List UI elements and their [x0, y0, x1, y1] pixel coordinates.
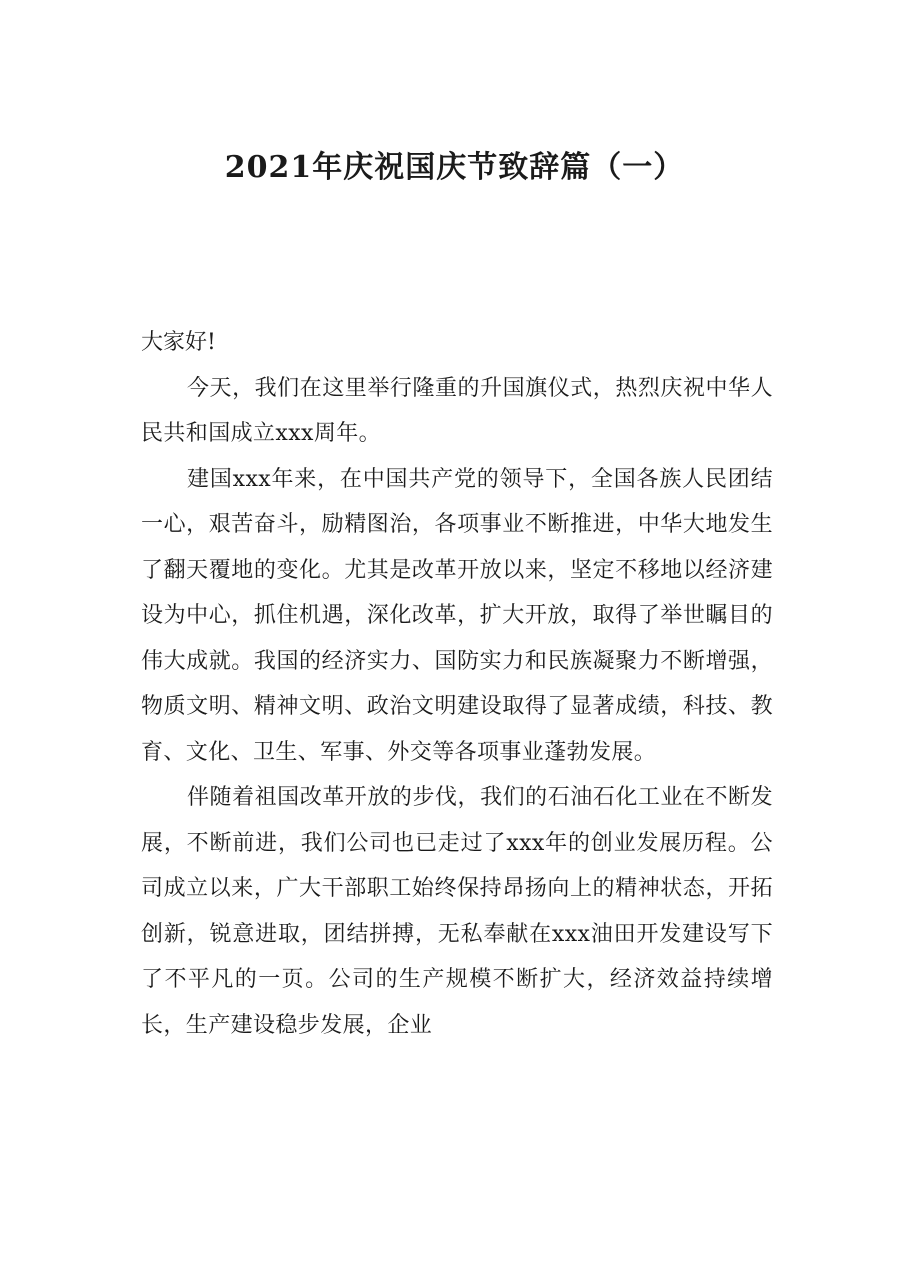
paragraph-3: 伴随着祖国改革开放的步伐，我们的石油石化工业在不断发展，不断前进，我们公司也已走过了xxx年的创业发展历程。公司成立以来，广大干部职工始终保持昂扬向上的精神状态，开拓创新，锐意进取，团结拼搏，无私奉献在xxx油田开发建设写下了不平凡的一页。公司的生产规模不断扩大，经济效益持续增长，生产建设稳步发展，企业 — [141, 785, 773, 1038]
document-body — [141, 320, 773, 1048]
paragraph-2: 建国xxx年来，在中国共产党的领导下，全国各族人民团结一心，艰苦奋斗，励精图治，各项事业不断推进，中华大地发生了翻天覆地的变化。尤其是改革开放以来，坚定不移地以经济建设为中心，抓住机遇，深化改革，扩大开放，取得了举世瞩目的伟大成就。我国的经济实力、国防实力和民族凝聚力不断增强，物质文明、精神文明、政治文明建设取得了显著成绩，科技、教育、文化、卫生、军事、外交等各项事业蓬勃发展。 — [141, 466, 773, 765]
greeting-line: 大家好! — [141, 330, 216, 355]
document-title: 2021年庆祝国庆节致辞篇（一） — [224, 150, 685, 185]
paragraph-1: 今天，我们在这里举行隆重的升国旗仪式，热烈庆祝中华人民共和国成立xxx周年。 — [141, 375, 773, 446]
